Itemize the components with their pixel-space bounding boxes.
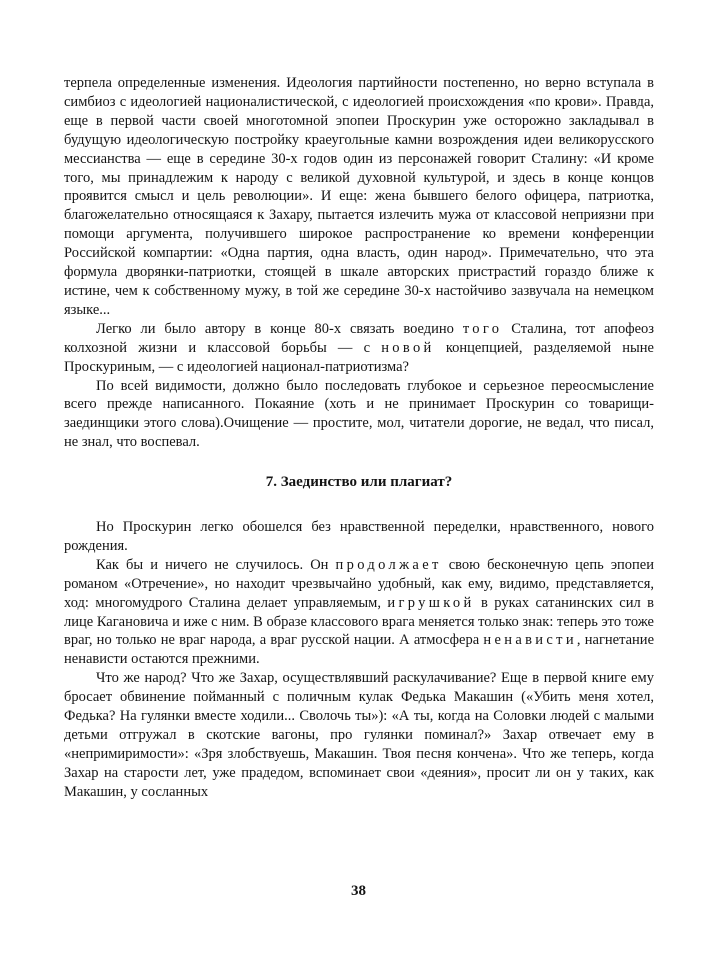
paragraph-2-spaced-word-2: новой <box>381 339 435 356</box>
paragraph-5 <box>64 556 654 669</box>
paragraph-5-spaced-word-2: игрушкой <box>387 594 475 611</box>
paragraph-4: Но Проскурин легко обошелся без нравственной переделки, нравственного, нового рождения. <box>64 519 654 554</box>
section-heading: 7. Заединство или плагиат? <box>265 474 453 491</box>
paragraph-5-text-d: , нагнетание ненависти остаются прежними. <box>64 632 655 668</box>
paragraph-5-spaced-word-3: ненависти <box>483 632 577 649</box>
paragraph-5-text-a: Как бы и ничего не случилось. Он <box>96 556 336 573</box>
paragraph-2-text-c: концепцией, разделяемой ныне Проскуриным, — с идеологией национал-патриотизма? <box>64 339 654 375</box>
page-number: 38 <box>351 883 366 899</box>
paragraph-1: терпела определенные изменения. Идеология партийности постепенно, но верно вступала в симбиоз с идеологией националистической, с идеологией происхождения «по крови». Правда, еще в первой части своей многотомной эпопеи Проскурин уже осторожно закладывал в будущую идеологическую постройку краеугольные камни возрождения идеи великорусского мессианства — еще в середине 30-х годов один из персонажей говорит Сталину: «И кроме того, мы принадлежим к народу с великой духовной культурой, и здесь в конце концов проявится смысл и цель революции». И еще: жена бывшего белого офицера, патриотка, благожелательно относящаяся к Захару, пытается излечить мужа от классовой неприязни при помощи аргумента, получившего широкое распространение ко времени конференции Российской компартии: «Одна партия, одна власть, один народ». Примечательно, что эта формула дворянки-патриотки, стоящей в шкале авторских пристрастий гораздо ближе к истине, чем к собственному мужу, в той же середине 30-х настойчиво зазвучала на немецком языке... <box>64 75 654 318</box>
paragraph-2-text-b: Сталина, тот апофеоз колхозной жизни и классовой борьбы — с <box>64 320 655 356</box>
paragraph-5-spaced-word-1: продолжает <box>335 556 442 573</box>
paragraph-2-spaced-word-1: того <box>462 320 503 337</box>
paragraph-2-text-a: Легко ли было автору в конце 80-х связать воедино <box>96 320 463 337</box>
paragraph-3: По всей видимости, должно было последовать глубокое и серьезное переосмысление всего прежде написанного. Покаяние (хоть и не принимает Проскурин со товарищи-заединщики этого слова).Очищение — простите, мол, читатели дорогие, не ведал, что писал, не знал, что воспевал. <box>64 377 654 451</box>
paragraph-6: Что же народ? Что же Захар, осуществлявший раскулачивание? Еще в первой книге ему бросает обвинение пойманный с поличным кулак Федька Макашин («Убить меня хотел, Федька? На гулянки вместе ходили... Сволочь ты»): «А ты, когда на Соловки людей с малыми детьми отгружал в скотские вагоны, про гулянки поминал?» Захар отвечает ему в «непримиримости»: «Зря злобствуешь, Макашин. Твоя песня кончена». Что же теперь, когда Захар на старости лет, уже прадедом, вспоминает свои «деяния», просит ли он у таких, как Макашин, у сосланных <box>64 670 654 800</box>
page-body <box>64 74 654 802</box>
paragraph-5-text-b: свою бесконечную цепь эпопеи романом «Отречение», но находит чрезвычайно удобный, как ему, видимо, представляется, ход: многомудрого Сталина делает управляемым, <box>64 556 655 611</box>
paragraph-2 <box>64 320 654 377</box>
paragraph-5-text-c: в руках сатанинских сил в лице Кагановича и иже с ним. В образе классового врага меняется только знак: теперь это тоже враг, но только не враг народа, а враг русской нации. А атмосфера <box>64 594 655 649</box>
